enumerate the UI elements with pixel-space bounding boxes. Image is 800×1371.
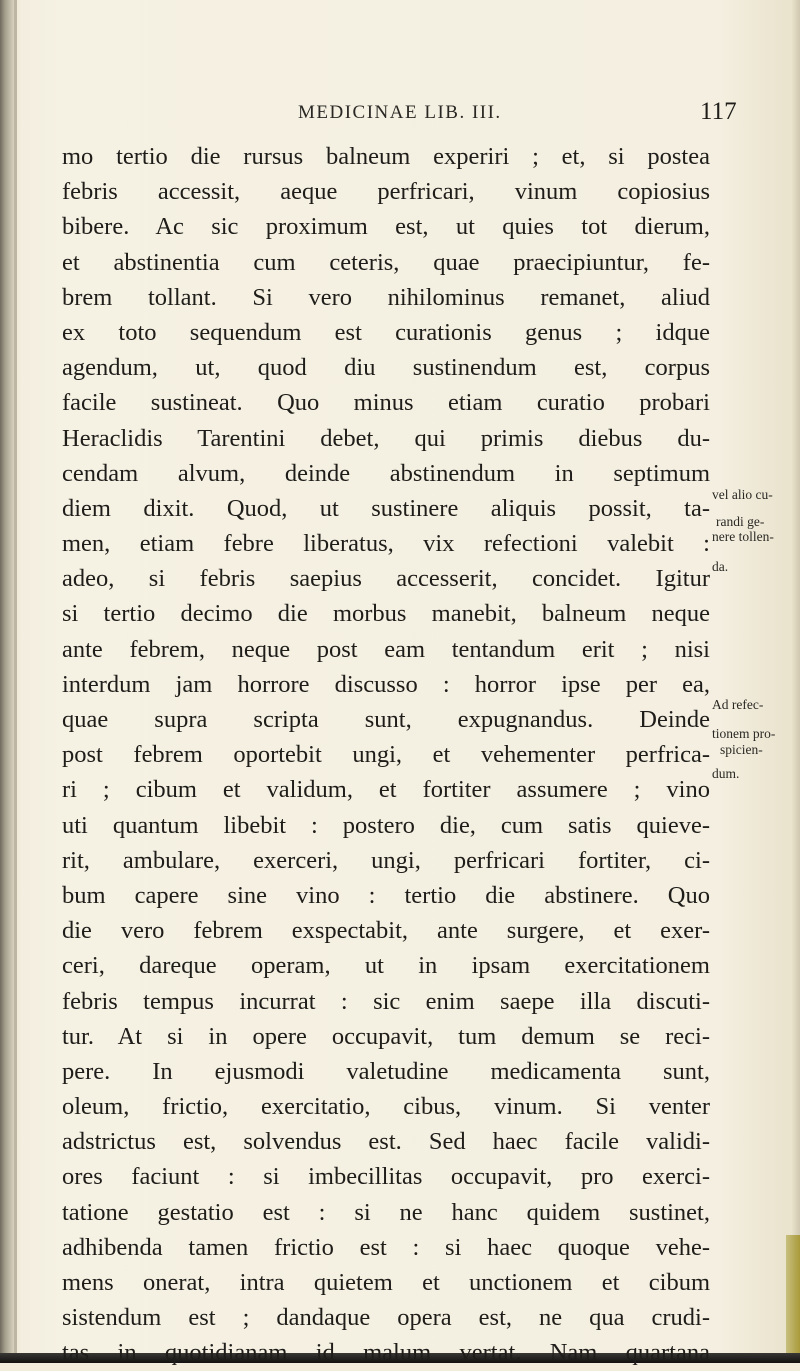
text-line: Heraclidis Tarentini debet, qui primis diebus du-	[62, 424, 710, 452]
margin-note: dum.	[712, 766, 740, 781]
text-line: febris tempus incurrat : sic enim saepe illa discuti-	[62, 987, 710, 1015]
text-line: si tertio decimo die morbus manebit, balneum neque	[62, 600, 710, 628]
text-line: adstrictus est, solvendus est. Sed haec facile validi-	[62, 1128, 710, 1156]
text-line: diem dixit. Quod, ut sustinere aliquis possit, ta-	[62, 494, 710, 522]
text-line: quae supra scripta sunt, expugnandus. Deinde	[62, 706, 710, 733]
text-line: pere. In ejusmodi valetudine medicamenta sunt,	[62, 1057, 710, 1085]
text-line: ceri, dareque operam, ut in ipsam exercitationem	[62, 952, 710, 980]
margin-note: nere tollen-	[712, 529, 774, 544]
text-line: adhibenda tamen frictio est : si haec quoque vehe-	[62, 1233, 710, 1261]
margin-note: Ad refec-	[712, 697, 764, 712]
gutter-shadow	[14, 0, 17, 1363]
margin-note: tionem pro-	[712, 726, 776, 741]
text-line: bum capere sine vino : tertio die abstinere. Quo	[62, 881, 710, 909]
text-line: rit, ambulare, exerceri, ungi, perfricari fortiter, ci-	[62, 846, 710, 874]
running-head: MEDICINAE LIB. III.	[298, 102, 502, 123]
margin-notes	[712, 0, 800, 1363]
text-line: ores faciunt : si imbecillitas occupavit, pro exerci-	[62, 1163, 710, 1191]
margin-note: vel alio cu-	[712, 487, 773, 502]
text-line: men, etiam febre liberatus, vix refectioni valebit :	[62, 530, 710, 558]
margin-note: spicien-	[720, 742, 763, 757]
margin-note: randi ge-	[716, 514, 765, 529]
text-line: uti quantum libebit : postero die, cum satis quieve-	[62, 811, 710, 839]
text-line: et abstinentia cum ceteris, quae praecipiuntur, fe-	[62, 248, 710, 276]
text-line: oleum, frictio, exercitatio, cibus, vinum. Si venter	[62, 1093, 710, 1121]
text-line: tur. At si in opere occupavit, tum demum se reci-	[62, 1022, 710, 1050]
text-line: die vero febrem exspectabit, ante surgere, et exer-	[62, 917, 710, 945]
text-line: sistendum est ; dandaque opera est, ne qua crudi-	[62, 1304, 710, 1332]
text-line: mo tertio die rursus balneum experiri ; et, si postea	[62, 143, 710, 170]
page-number: 117	[700, 98, 737, 125]
text-line: febris accessit, aeque perfricari, vinum copiosius	[62, 178, 710, 206]
text-line: agendum, ut, quod diu sustinendum est, corpus	[62, 354, 710, 382]
text-line: bibere. Ac sic proximum est, ut quies tot dierum,	[62, 213, 710, 241]
text-line: adeo, si febris saepius accesserit, concidet. Igitur	[62, 565, 710, 593]
text-line: tatione gestatio est : si ne hanc quidem sustinet,	[62, 1198, 710, 1226]
text-line: ante febrem, neque post eam tentandum erit ; nisi	[62, 635, 710, 663]
text-line: facile sustineat. Quo minus etiam curatio probari	[62, 389, 710, 417]
margin-note: da.	[712, 559, 729, 574]
main-text-block	[62, 139, 710, 1371]
text-line: post febrem oportebit ungi, et vehementer perfrica-	[62, 741, 710, 769]
text-line: ex toto sequendum est curationis genus ; idque	[62, 318, 710, 346]
text-line: tas in quotidianam id malum vertat. Nam quartana	[62, 1339, 710, 1367]
text-line: ri ; cibum et validum, et fortiter assumere ; vino	[62, 776, 710, 804]
text-line: brem tollant. Si vero nihilominus remanet, aliud	[62, 283, 710, 311]
text-line: mens onerat, intra quietem et unctionem et cibum	[62, 1269, 710, 1296]
page-header	[0, 98, 800, 128]
binding-gutter	[0, 0, 14, 1363]
text-line: interdum jam horrore discusso : horror ipse per ea,	[62, 670, 710, 698]
text-line: cendam alvum, deinde abstinendum in septimum	[62, 459, 710, 487]
